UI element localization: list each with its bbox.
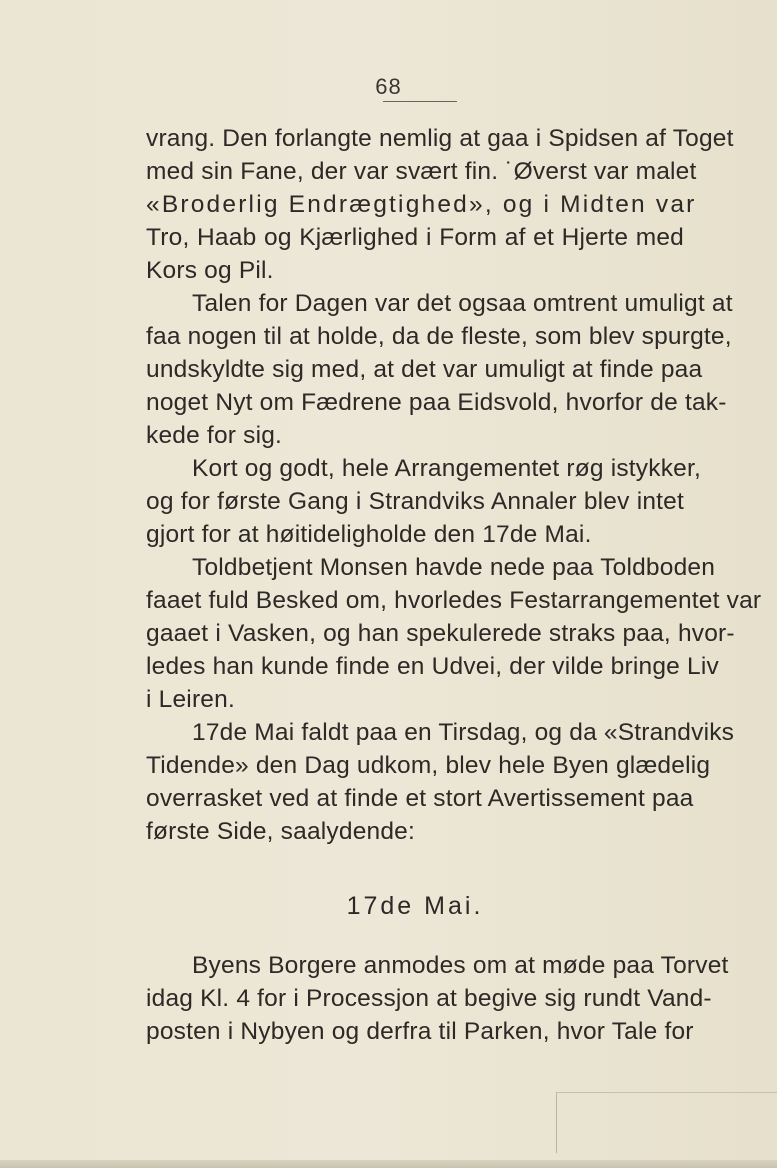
text-line: og for første Gang i Strandviks Annaler blev intet	[146, 488, 684, 515]
text-line: gjort for at høitideligholde den 17de Mai.	[146, 521, 592, 548]
text-line: Kors og Pil.	[146, 257, 274, 284]
text-line: Tro, Haab og Kjærlighed i Form af et Hjerte med	[146, 224, 684, 251]
page-number-rule	[383, 101, 457, 102]
text-line: faa nogen til at holde, da de fleste, som blev spurgte,	[146, 323, 732, 350]
text-line: med sin Fane, der var svært fin. ˙Øverst var malet	[146, 158, 697, 185]
text-line: i Leiren.	[146, 686, 235, 713]
advertisement-heading: 17de Mai.	[346, 892, 484, 920]
text-line: noget Nyt om Fædrene paa Eidsvold, hvorfor de tak-	[146, 389, 727, 416]
text-line: Toldbetjent Monsen havde nede paa Toldboden	[192, 554, 716, 581]
text-line: Tidende» den Dag udkom, blev hele Byen glædelig	[146, 752, 711, 779]
text-line: posten i Nybyen og derfra til Parken, hvor Tale for	[146, 1018, 694, 1045]
body-text	[146, 122, 762, 1048]
text-line: faaet fuld Besked om, hvorledes Festarrangementet var	[146, 587, 762, 614]
text-line: Talen for Dagen var det ogsaa omtrent umuligt at	[192, 290, 733, 317]
paper-corner-mark	[556, 1092, 777, 1153]
text-line: Kort og godt, hele Arrangementet røg istykker,	[192, 455, 701, 482]
text-line: «Broderlig Endrægtighed», og i Midten var	[146, 191, 697, 218]
text-line: første Side, saalydende:	[146, 818, 416, 845]
paragraphs-before-heading	[146, 122, 762, 848]
text-line: vrang. Den forlangte nemlig at gaa i Spidsen af Toget	[146, 125, 734, 152]
text-line: ledes han kunde finde en Udvei, der vilde bringe Liv	[146, 653, 719, 680]
text-line: gaaet i Vasken, og han spekulerede straks paa, hvor-	[146, 620, 735, 647]
text-line: Byens Borgere anmodes om at møde paa Torvet	[192, 952, 729, 979]
text-line: undskyldte sig med, at det var umuligt at finde paa	[146, 356, 703, 383]
page-number: 68	[375, 74, 402, 99]
text-line: idag Kl. 4 for i Processjon at begive sig rundt Vand-	[146, 985, 712, 1012]
paragraphs-after-heading	[146, 949, 729, 1048]
text-line: overrasket ved at finde et stort Avertissement paa	[146, 785, 694, 812]
text-line: kede for sig.	[146, 422, 283, 449]
page-bottom-edge	[0, 1160, 777, 1168]
text-line: 17de Mai faldt paa en Tirsdag, og da «Strandviks	[192, 719, 735, 746]
